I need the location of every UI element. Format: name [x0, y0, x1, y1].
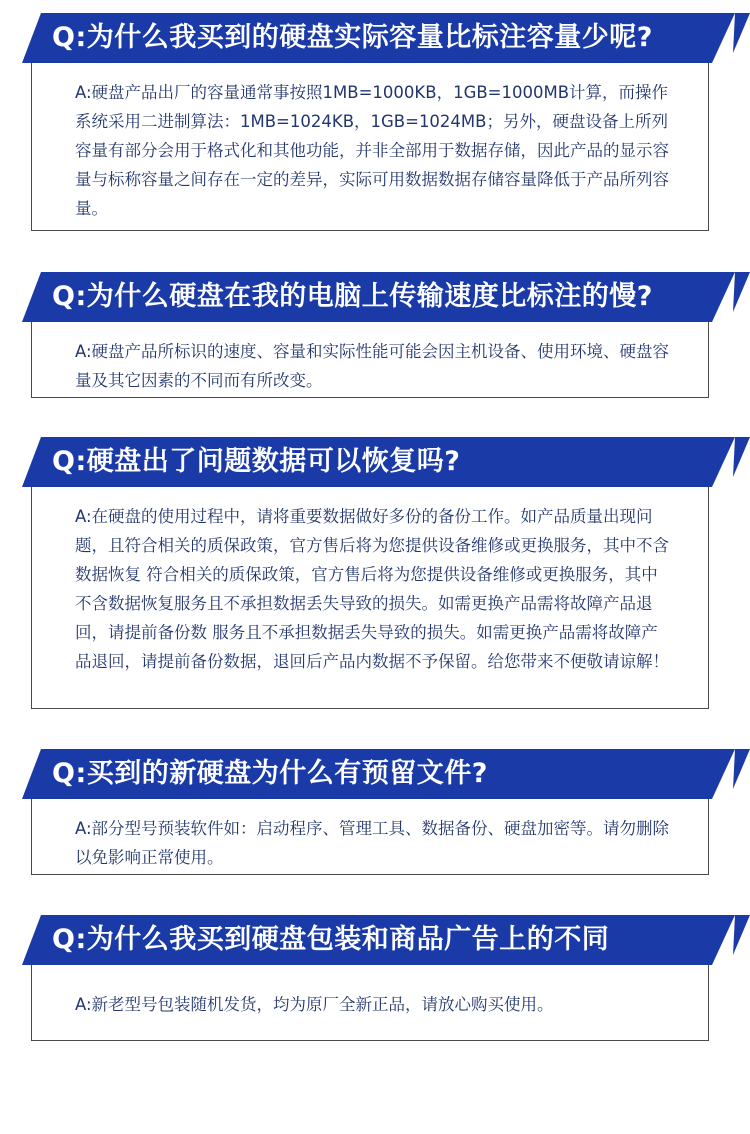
answer-text: A:在硬盘的使用过程中，请将重要数据做好多份的备份工作。如产品质量出现问题，且符合相关的质保政策，官方售后将为您提供设备维修或更换服务，其中不含数据恢复 符合相关的质保政策，官方售后将为您提供设备维修或更换服务，其中不含数据恢复服务且不承担数据丢失导致的损失。如需更换产品需将故障产品退回，请提前备份数 服务且不承担数据丢失导致的损失。如需更换产品需将故障产品退回，请提前备份数据，退回后产品内数据不予保留。给您带来不便敬请谅解！	[75, 507, 669, 671]
answer-text: A:硬盘产品所标识的速度、容量和实际性能可能会因主机设备、使用环境、硬盘容量及其它因素的不同而有所改变。	[75, 342, 670, 390]
answer-text: A:硬盘产品出厂的容量通常事按照1MB=1000KB，1GB=1000MB计算，而操作系统采用二进制算法：1MB=1024KB，1GB=1024MB；另外，硬盘设备上所列容量有部分会用于格式化和其他功能，并非全部用于数据存储，因此产品的显示容量与标称容量之间存在一定的差异，实际可用数据数据存储容量降低于产品所列容量。	[75, 83, 669, 218]
answer-box	[31, 795, 709, 875]
question-banner	[0, 272, 750, 322]
question-text: Q:为什么硬盘在我的电脑上传输速度比标注的慢?	[52, 281, 653, 312]
question-banner	[0, 915, 750, 965]
answer-box	[31, 961, 709, 1041]
question-text: Q:买到的新硬盘为什么有预留文件?	[52, 758, 488, 789]
answer-text: A:部分型号预装软件如：启动程序、管理工具、数据备份、硬盘加密等。请勿删除以免影响正常使用。	[75, 819, 670, 867]
question-text: Q:硬盘出了问题数据可以恢复吗?	[52, 446, 461, 477]
question-text: Q:为什么我买到硬盘包装和商品广告上的不同	[52, 924, 610, 955]
question-text: Q:为什么我买到的硬盘实际容量比标注容量少呢?	[52, 22, 653, 53]
answer-box	[31, 318, 709, 398]
answer-text: A:新老型号包装随机发货，均为原厂全新正品，请放心购买使用。	[75, 995, 554, 1014]
question-banner	[0, 437, 750, 487]
answer-box	[31, 59, 709, 231]
question-banner	[0, 13, 750, 63]
answer-box	[31, 483, 709, 709]
question-banner	[0, 749, 750, 799]
